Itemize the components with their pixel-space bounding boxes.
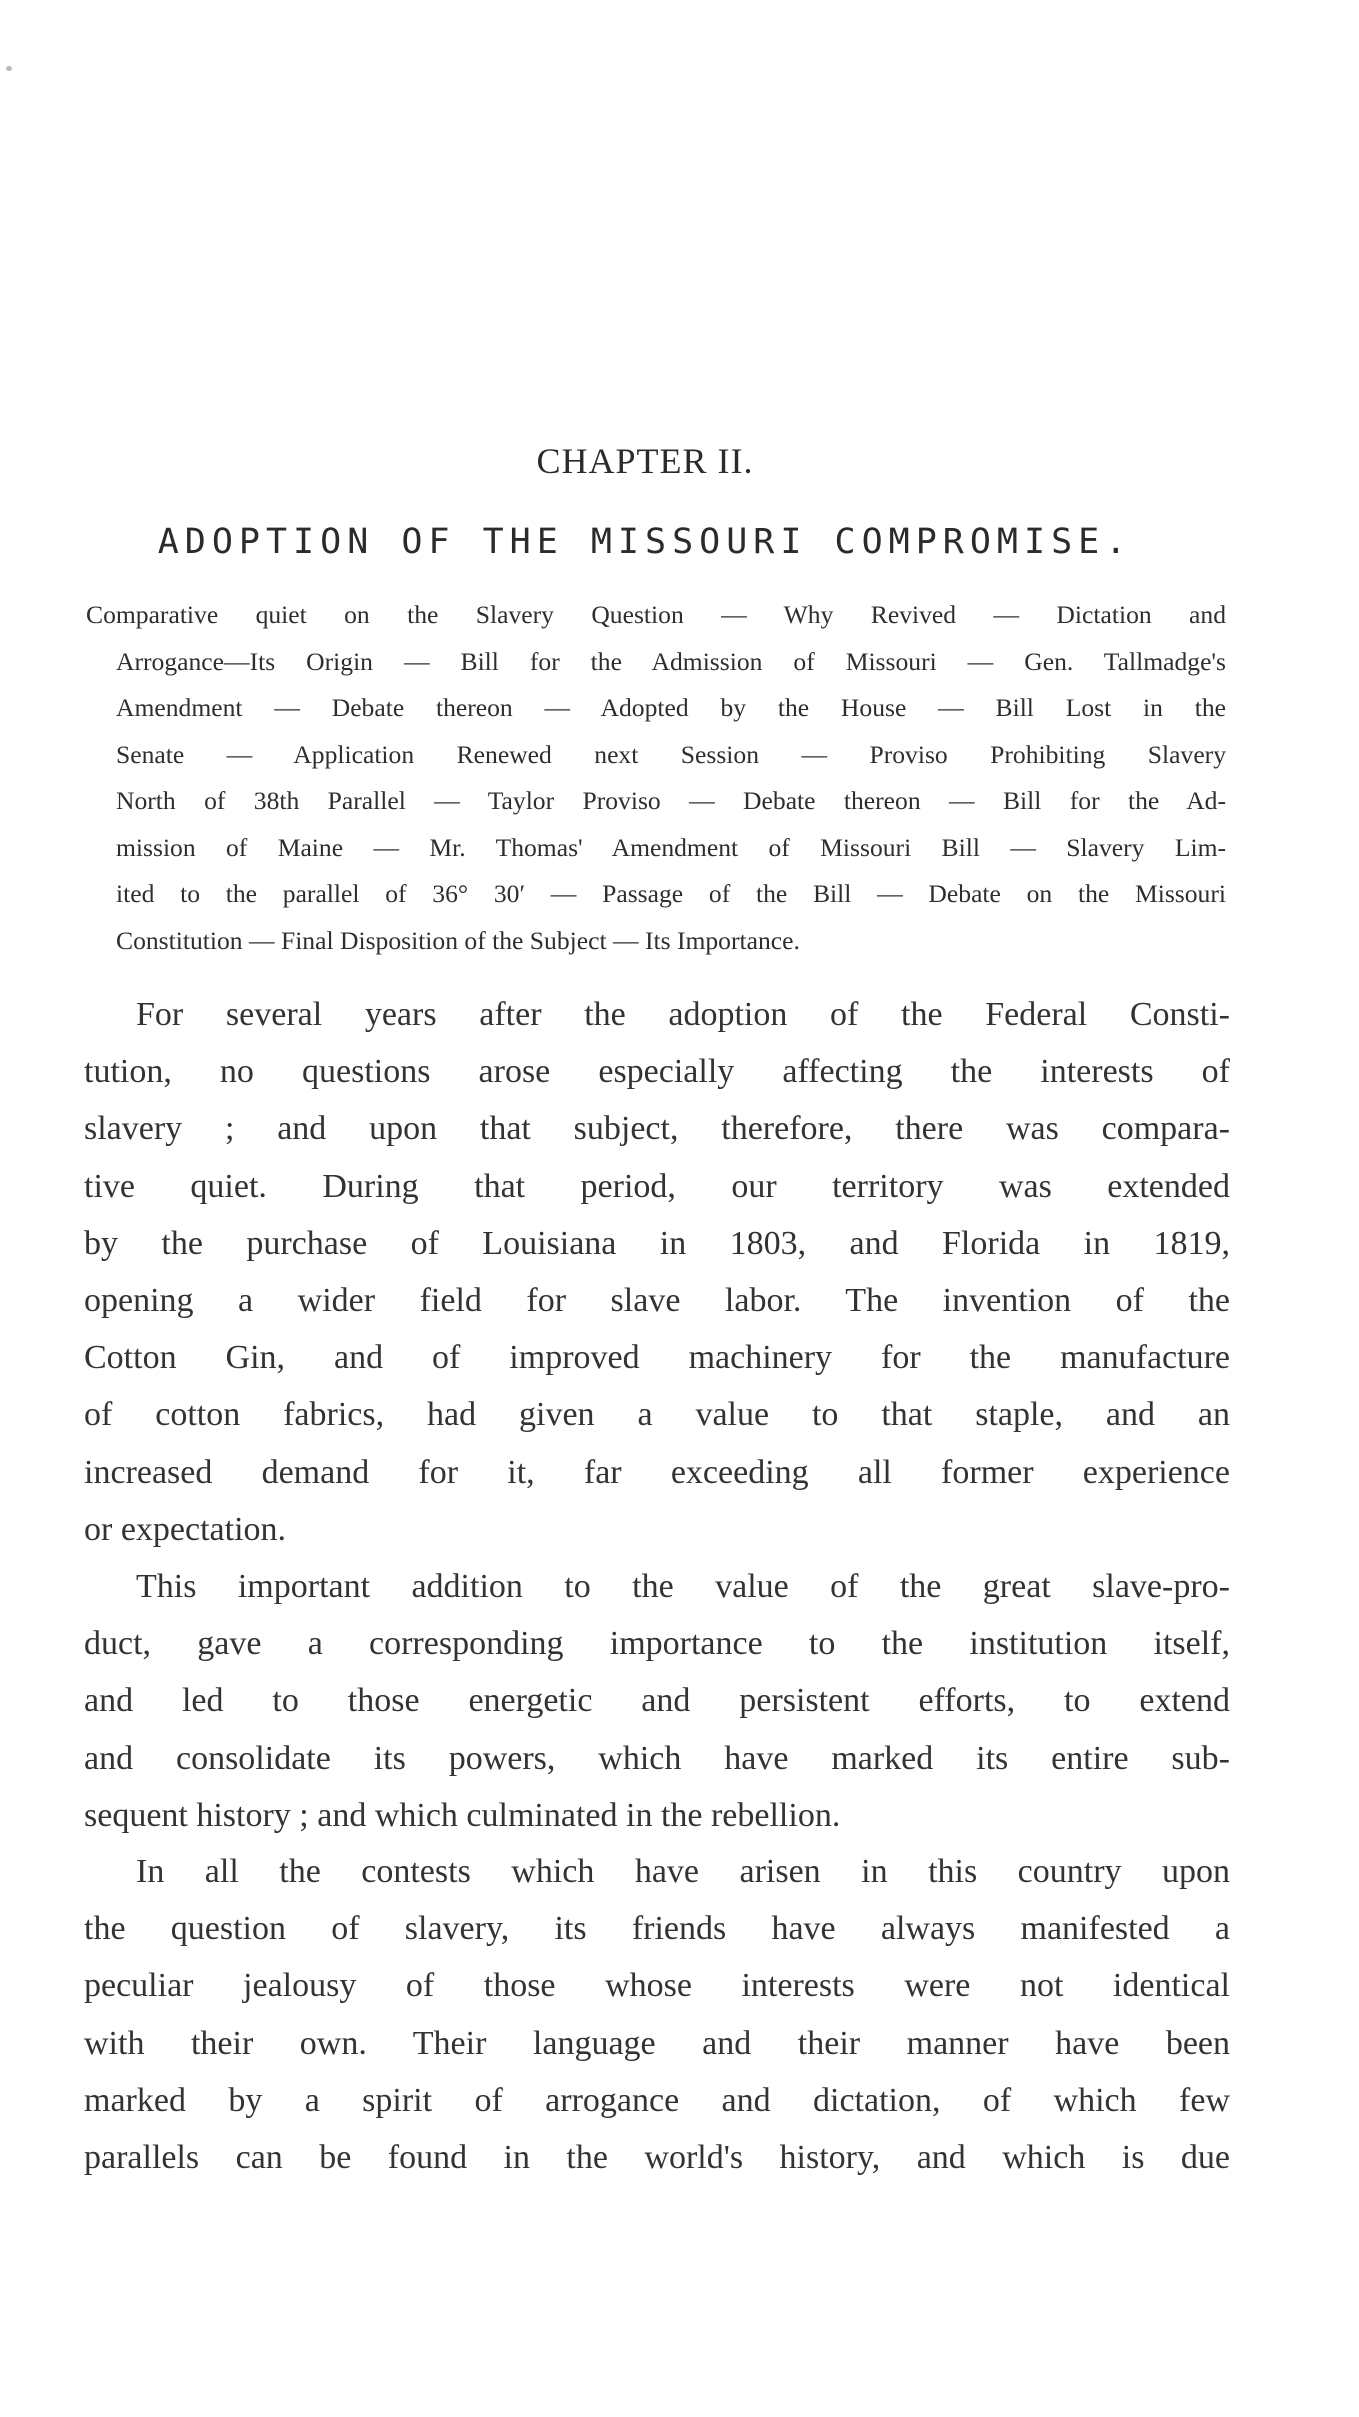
summary-line: Amendment — Debate thereon — Adopted by the House — Bill Lost in the bbox=[116, 693, 1226, 722]
text-line: with their own. Their language and their manner have been bbox=[84, 2024, 1230, 2062]
summary-line: North of 38th Parallel — Taylor Proviso — Debate thereon — Bill for the Ad- bbox=[116, 786, 1226, 815]
summary-line: Comparative quiet on the Slavery Question — Why Revived — Dictation and bbox=[86, 600, 1226, 629]
text-line: and consolidate its powers, which have marked its entire sub- bbox=[84, 1739, 1230, 1777]
summary-line: Senate — Application Renewed next Session — Proviso Prohibiting Slavery bbox=[116, 739, 1226, 769]
text-line: by the purchase of Louisiana in 1803, and Florida in 1819, bbox=[84, 1224, 1230, 1262]
text-line: peculiar jealousy of those whose interests were not identical bbox=[84, 1967, 1230, 2005]
text-line: opening a wider field for slave labor. The invention of the bbox=[84, 1282, 1230, 1320]
text-line: duct, gave a corresponding importance to the institution itself, bbox=[84, 1625, 1230, 1663]
text-line: and led to those energetic and persistent efforts, to extend bbox=[84, 1682, 1230, 1720]
text-line: the question of slavery, its friends have always manifested a bbox=[84, 1910, 1230, 1948]
text-line: tution, no questions arose especially affecting the interests of bbox=[84, 1053, 1230, 1091]
text-line: tive quiet. During that period, our territory was extended bbox=[84, 1167, 1230, 1205]
text-line: or expectation. bbox=[84, 1510, 287, 1548]
text-line: marked by a spirit of arrogance and dictation, of which few bbox=[84, 2081, 1230, 2119]
text-line: This important addition to the value of the great slave-pro- bbox=[136, 1568, 1230, 1605]
summary-line: mission of Maine — Mr. Thomas' Amendment of Missouri Bill — Slavery Lim- bbox=[116, 832, 1226, 862]
summary-line: Arrogance—Its Origin — Bill for the Admission of Missouri — Gen. Tallmadge's bbox=[116, 646, 1226, 676]
chapter-summary bbox=[86, 592, 1226, 964]
summary-line: ited to the parallel of 36° 30′ — Passage of the Bill — Debate on the Missouri bbox=[116, 879, 1226, 908]
chapter-subtitle: ADOPTION OF THE MISSOURI COMPROMISE. bbox=[157, 522, 1133, 562]
text-line: In all the contests which have arisen in this country upon bbox=[136, 1853, 1230, 1890]
summary-line: Constitution — Final Disposition of the Subject — Its Importance. bbox=[116, 925, 800, 955]
text-line: For several years after the adoption of the Federal Consti- bbox=[136, 996, 1230, 1033]
paper-speck bbox=[6, 66, 12, 71]
text-line: increased demand for it, far exceeding all former experience bbox=[84, 1453, 1230, 1491]
body-paragraph bbox=[84, 1843, 1230, 2186]
text-line: Cotton Gin, and of improved machinery for the manufacture bbox=[84, 1339, 1230, 1377]
text-line: slavery ; and upon that subject, therefore, there was compara- bbox=[84, 1110, 1230, 1148]
chapter-title: CHAPTER II. bbox=[536, 441, 754, 481]
text-line: of cotton fabrics, had given a value to that staple, and an bbox=[84, 1396, 1230, 1434]
body-paragraph bbox=[84, 1558, 1230, 1844]
text-line: parallels can be found in the world's history, and which is due bbox=[84, 2139, 1230, 2177]
body-paragraph bbox=[84, 986, 1230, 1558]
text-line: sequent history ; and which culminated in the rebellion. bbox=[84, 1796, 841, 1834]
